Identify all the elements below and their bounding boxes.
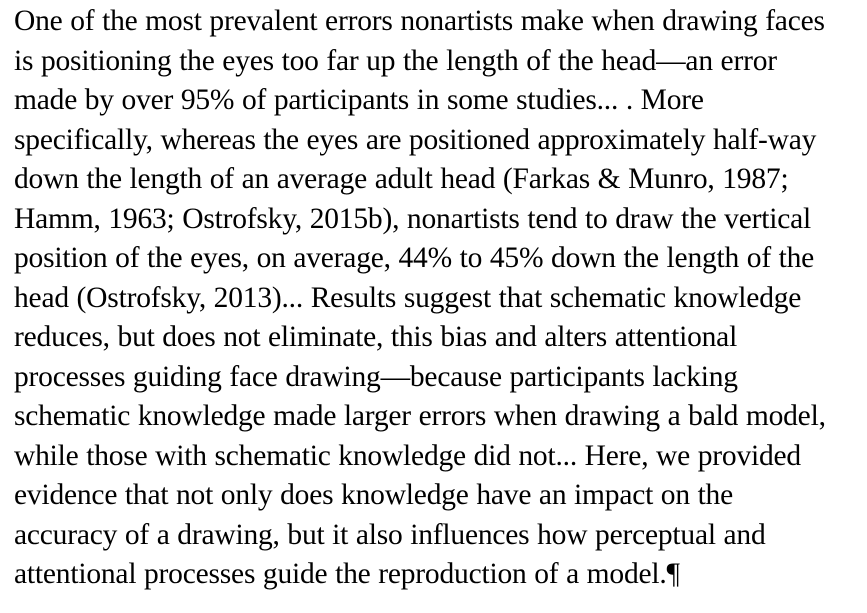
paragraph-line-2: is positioning the eyes too far up the length of the head—an error: [14, 44, 777, 77]
paragraph-line-8: head (Ostrofsky, 2013)... Results suggest that schematic knowledge: [14, 281, 802, 314]
paragraph-line-12: while those with schematic knowledge did not... Here, we provided: [14, 439, 801, 472]
paragraph-line-9: reduces, but does not eliminate, this bias and alters attentional: [14, 321, 738, 353]
body-paragraph: [14, 2, 864, 595]
paragraph-line-13: evidence that not only does knowledge have an impact on the: [14, 479, 734, 511]
paragraph-line-4: specifically, whereas the eyes are positioned approximately half-way: [14, 123, 817, 156]
paragraph-line-1: One of the most prevalent errors nonartists make when drawing faces: [14, 5, 825, 37]
paragraph-line-11: schematic knowledge made larger errors when drawing a bald model,: [14, 400, 826, 432]
paragraph-line-7: position of the eyes, on average, 44% to 45% down the length of the: [14, 242, 815, 274]
paragraph-line-10: processes guiding face drawing—because participants lacking: [14, 360, 738, 393]
paragraph-line-14: accuracy of a drawing, but it also influences how perceptual and: [14, 518, 766, 551]
paragraph-line-5: down the length of an average adult head (Farkas & Munro, 1987;: [14, 163, 789, 195]
paragraph-line-3: made by over 95% of participants in some studies... . More: [14, 84, 704, 116]
paragraph-line-6: Hamm, 1963; Ostrofsky, 2015b), nonartists tend to draw the vertical: [14, 202, 812, 235]
paragraph-line-15: attentional processes guide the reproduction of a model.¶: [14, 558, 680, 590]
